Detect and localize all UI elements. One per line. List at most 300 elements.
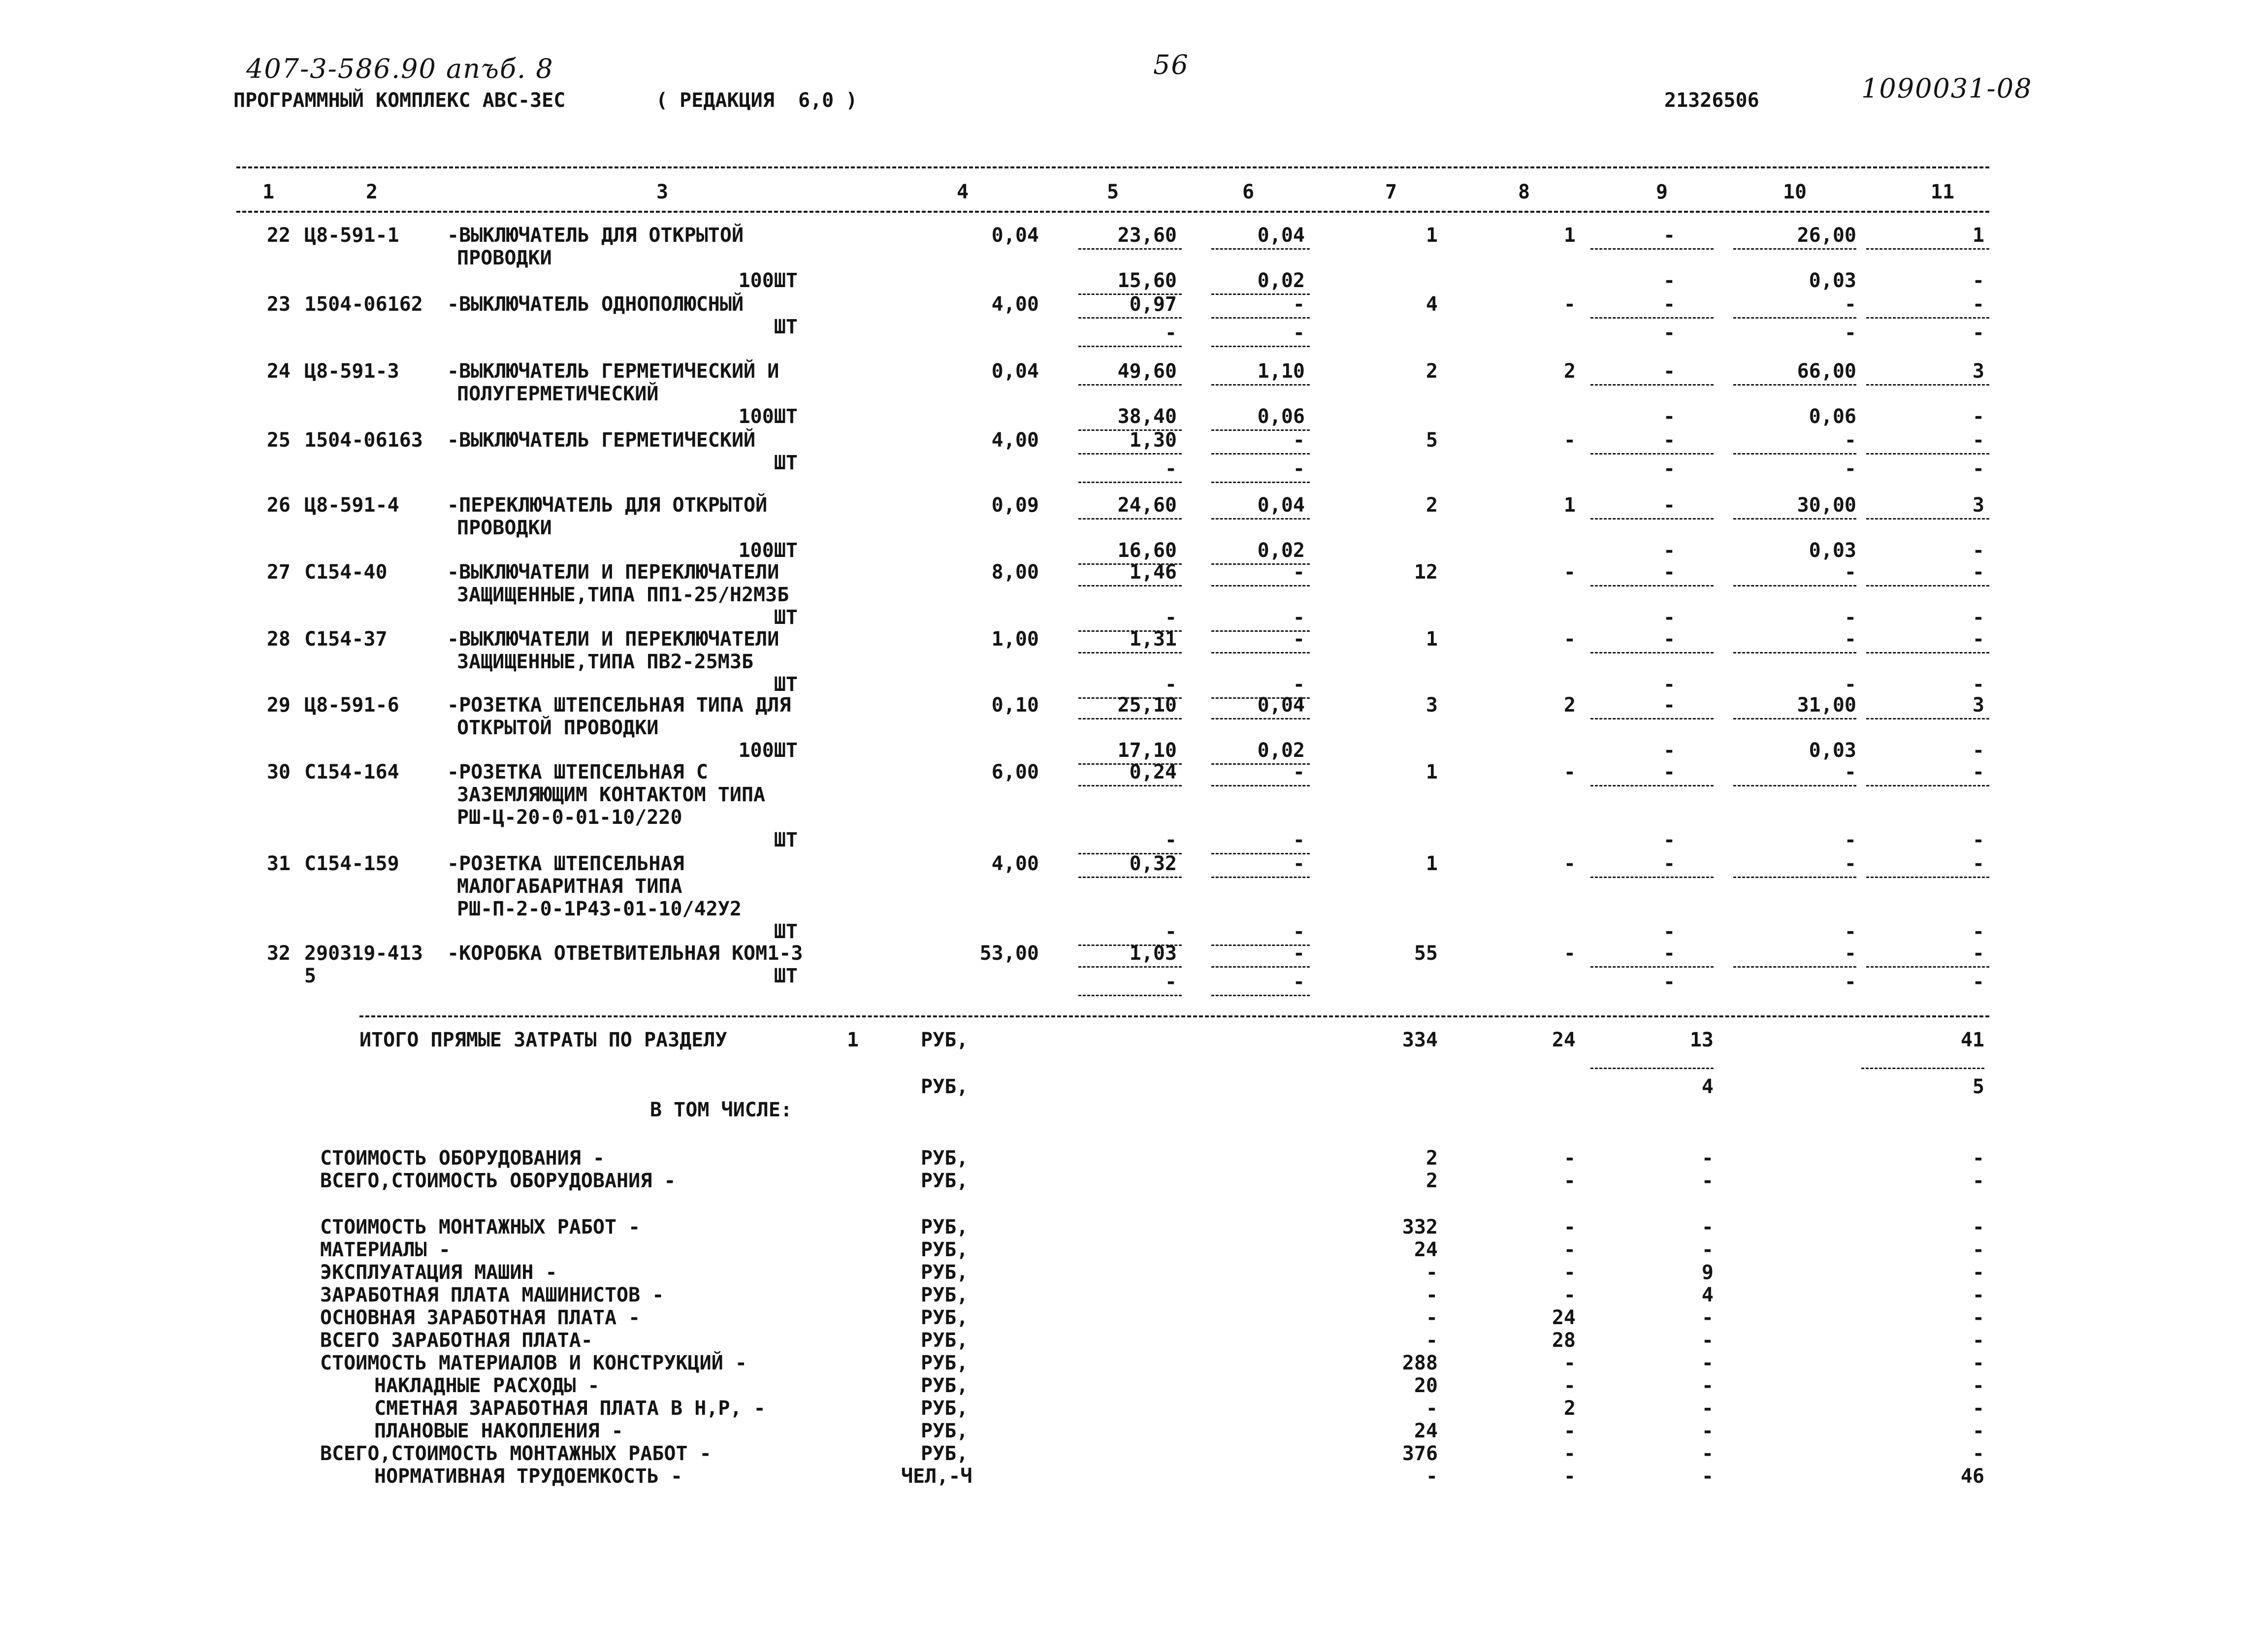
row-col6b: -: [1293, 606, 1305, 629]
summary-col11: -: [1972, 1170, 1984, 1192]
summary-label: ВСЕГО ЗАРАБОТНАЯ ПЛАТА-: [320, 1329, 593, 1352]
row-col10b: 0,03: [1809, 739, 1856, 762]
row-name-line2: ПОЛУГЕРМЕТИЧЕСКИЙ: [457, 383, 659, 405]
row-code: Ц8-591-6: [304, 694, 399, 717]
summary-label: НАКЛАДНЫЕ РАСХОДЫ -: [374, 1374, 600, 1397]
row-sub-rule-10: [1733, 384, 1856, 386]
summary-col7: 24: [1414, 1420, 1438, 1442]
row-col10b: 0,06: [1809, 405, 1856, 428]
row-col11b: -: [1972, 739, 1984, 762]
row-col11a: -: [1972, 852, 1984, 875]
row-col7: 1: [1426, 852, 1438, 875]
row-col10a: -: [1844, 761, 1856, 783]
summary-col9: -: [1701, 1442, 1714, 1465]
row-col5b: -: [1165, 322, 1177, 344]
row-col6a: -: [1293, 942, 1305, 965]
row-col5b: -: [1165, 457, 1177, 480]
row-col10b: -: [1844, 920, 1856, 943]
row-sub-rule-11: [1866, 453, 1989, 455]
row-sub-rule-9: [1590, 785, 1714, 786]
summary-col9: -: [1701, 1147, 1714, 1170]
summary-col8: -: [1563, 1465, 1576, 1488]
row-col10b: -: [1844, 829, 1856, 851]
summary-col9: -: [1701, 1216, 1714, 1238]
row-col4: 0,09: [991, 494, 1039, 517]
row-sub-rule-9: [1590, 518, 1714, 520]
row-name-line2: ЗАЩИЩЕННЫЕ,ТИПА ПВ2-25М3Б: [457, 651, 754, 673]
row-name-line3: РШ-Ц-20-0-01-10/220: [457, 806, 682, 829]
row-unit: ШТ: [774, 673, 798, 696]
row-col6a: -: [1293, 852, 1305, 875]
row-col6a: -: [1293, 293, 1305, 316]
summary-col7: 376: [1402, 1442, 1438, 1465]
row-col11a: -: [1972, 628, 1984, 651]
summary-unit: РУБ,: [921, 1238, 969, 1261]
row-name-line2: ПРОВОДКИ: [457, 517, 552, 539]
column-header-1: 1: [262, 181, 275, 203]
row-sub-rule-9: [1590, 453, 1714, 455]
summary-col9: 4: [1701, 1284, 1714, 1306]
row-col9a: -: [1663, 360, 1676, 383]
summary-col11: -: [1972, 1284, 1984, 1306]
row-col6a: -: [1293, 561, 1305, 584]
column-header-11: 11: [1930, 181, 1955, 203]
row-col7: 1: [1426, 628, 1438, 651]
row-name-line1: -ВЫКЛЮЧАТЕЛЬ ГЕРМЕТИЧЕСКИЙ: [447, 429, 756, 452]
summary-col7: 2: [1426, 1147, 1438, 1170]
row-unit: ШТ: [774, 606, 798, 629]
row-code: Ц8-591-3: [304, 360, 399, 383]
row-col8: -: [1563, 942, 1576, 965]
summary-unit: ЧЕЛ,-Ч: [901, 1465, 972, 1488]
row-unit: 100ШТ: [738, 539, 798, 562]
summary-col8: -: [1563, 1170, 1576, 1192]
totals-label: ИТОГО ПРЯМЫЕ ЗАТРАТЫ ПО РАЗДЕЛУ: [359, 1029, 727, 1051]
row-name-line1: -КОРОБКА ОТВЕТВИТЕЛЬНАЯ КОМ1-3: [447, 942, 803, 965]
row-col6a: -: [1293, 761, 1305, 783]
row-col11b: -: [1972, 405, 1984, 428]
row-unit: 100ШТ: [738, 739, 798, 762]
row-col10a: -: [1844, 561, 1856, 584]
row-col9a: -: [1663, 694, 1676, 717]
row-unit: 100ШТ: [738, 269, 798, 292]
row-col10b: 0,03: [1809, 539, 1856, 562]
row-sub-rule-6: [1211, 585, 1310, 586]
row-sub-rule-6: [1211, 652, 1310, 653]
summary-label: СТОИМОСТЬ ОБОРУДОВАНИЯ -: [320, 1147, 605, 1170]
summary-col8: -: [1563, 1352, 1576, 1374]
row-col5a: 24,60: [1117, 494, 1177, 517]
row-col6b: -: [1293, 673, 1305, 696]
totals-c9: 13: [1689, 1029, 1714, 1051]
summary-col8: -: [1563, 1261, 1576, 1284]
row-sub-rule-6: [1211, 718, 1310, 719]
row-col10b: 0,03: [1809, 269, 1856, 292]
summary-col9: -: [1701, 1306, 1714, 1329]
row-col5a: 25,10: [1117, 694, 1177, 717]
handwritten-code: 407-3-586.90 апъб. 8: [246, 53, 554, 84]
row-col8: 2: [1563, 360, 1576, 383]
summary-label: ОСНОВНАЯ ЗАРАБОТНАЯ ПЛАТА -: [320, 1306, 641, 1329]
row-name-line1: -ПЕРЕКЛЮЧАТЕЛЬ ДЛЯ ОТКРЫТОЙ: [447, 494, 768, 517]
row-col7: 1: [1426, 761, 1438, 783]
row-sub-rule-6: [1211, 453, 1310, 455]
row-col8: 1: [1563, 494, 1576, 517]
row-col5a: 1,46: [1129, 561, 1177, 584]
row-code: С154-164: [304, 761, 399, 783]
row-name-line1: -ВЫКЛЮЧАТЕЛИ И ПЕРЕКЛЮЧАТЕЛИ: [447, 628, 779, 651]
summary-unit: РУБ,: [921, 1397, 969, 1420]
row-col8: -: [1563, 429, 1576, 452]
row-col6a: 0,04: [1257, 694, 1305, 717]
summary-unit: РУБ,: [921, 1306, 969, 1329]
column-header-4: 4: [956, 181, 969, 203]
row-col9a: -: [1663, 429, 1676, 452]
row-col7: 2: [1426, 360, 1438, 383]
row-col9b: -: [1663, 322, 1676, 344]
row-col10b: -: [1844, 971, 1856, 993]
row-name-line1: -РОЗЕТКА ШТЕПСЕЛЬНАЯ: [447, 852, 684, 875]
row-sub-rule-10: [1733, 718, 1856, 719]
row-col11b: -: [1972, 673, 1984, 696]
row-col11a: 3: [1972, 360, 1984, 383]
summary-col8: 28: [1552, 1329, 1576, 1352]
row-col9a: -: [1663, 561, 1676, 584]
row-col8: -: [1563, 293, 1576, 316]
row-number: 31: [266, 852, 291, 875]
row-name-line3: РШ-П-2-0-1Р43-01-10/42У2: [457, 898, 742, 920]
row-sub-rule-11: [1866, 877, 1989, 878]
summary-col9: -: [1701, 1397, 1714, 1420]
row-sub-rule-6: [1211, 966, 1310, 968]
row-col11a: 3: [1972, 494, 1984, 517]
row-sub-rule-11: [1866, 585, 1989, 586]
row-col4: 4,00: [991, 293, 1039, 316]
row-number: 28: [266, 628, 291, 651]
row-code: 1504-06163: [304, 429, 423, 452]
row-sub-rule-5: [1078, 518, 1182, 520]
summary-unit: РУБ,: [921, 1442, 969, 1465]
row-col10a: 66,00: [1797, 360, 1856, 383]
summary-label: СМЕТНАЯ ЗАРАБОТНАЯ ПЛАТА В Н,Р, -: [374, 1397, 766, 1420]
row-number: 25: [266, 429, 291, 452]
summary-col7: 288: [1402, 1352, 1438, 1374]
row-col5b: 15,60: [1117, 269, 1177, 292]
program-title: ПРОГРАММНЫЙ КОМПЛЕКС АВС-3ЕС: [233, 89, 566, 112]
row-unit: ШТ: [774, 920, 798, 943]
row-col9a: -: [1663, 942, 1676, 965]
row-sub-rule-9: [1590, 317, 1714, 319]
summary-unit: РУБ,: [921, 1329, 969, 1352]
row-number: 32: [266, 942, 291, 965]
row-sub-rule-10: [1733, 518, 1856, 520]
row-sub-rule-10: [1733, 652, 1856, 653]
row-col4: 0,04: [991, 360, 1039, 383]
row-col9b: -: [1663, 405, 1676, 428]
summary-col7: 2: [1426, 1170, 1438, 1192]
edition-label: ( РЕДАКЦИЯ 6,0 ): [656, 89, 858, 112]
totals-sub-rule-11: [1861, 1068, 1984, 1069]
summary-label: ВСЕГО,СТОИМОСТЬ ОБОРУДОВАНИЯ -: [320, 1170, 676, 1192]
row-col9a: -: [1663, 293, 1676, 316]
summary-col9: 9: [1701, 1261, 1714, 1284]
summary-col9: -: [1701, 1238, 1714, 1261]
row-col8: 1: [1563, 224, 1576, 247]
column-header-rule: [236, 211, 1989, 213]
row-sub-rule-6: [1211, 248, 1310, 250]
row-col5b: -: [1165, 606, 1177, 629]
row-col8: -: [1563, 561, 1576, 584]
row-col9b: -: [1663, 269, 1676, 292]
column-header-10: 10: [1782, 181, 1807, 203]
row-sub-rule-10: [1733, 877, 1856, 878]
summary-col8: 24: [1552, 1306, 1576, 1329]
row-sub-rule-5b: [1078, 482, 1182, 483]
incl-label: В ТОМ ЧИСЛЕ:: [650, 1099, 792, 1121]
row-sub-rule-6: [1211, 317, 1310, 319]
summary-col8: -: [1563, 1238, 1576, 1261]
row-name-line1: -ВЫКЛЮЧАТЕЛЬ ДЛЯ ОТКРЫТОЙ: [447, 224, 744, 247]
row-sub-rule-6b: [1211, 482, 1310, 483]
row-sub-rule-11: [1866, 317, 1989, 319]
row-col10a: -: [1844, 293, 1856, 316]
totals-rule: [359, 1015, 1989, 1017]
row-code: С154-40: [304, 561, 388, 584]
summary-unit: РУБ,: [921, 1216, 969, 1238]
row-col4: 4,00: [991, 429, 1039, 452]
summary-unit: РУБ,: [921, 1352, 969, 1374]
row-col6b: -: [1293, 971, 1305, 993]
column-header-2: 2: [365, 181, 378, 203]
summary-label: ВСЕГО,СТОИМОСТЬ МОНТАЖНЫХ РАБОТ -: [320, 1442, 712, 1465]
summary-col11: -: [1972, 1306, 1984, 1329]
row-sub-rule-10: [1733, 785, 1856, 786]
summary-col8: 2: [1563, 1397, 1576, 1420]
row-col11b: -: [1972, 539, 1984, 562]
row-unit: ШТ: [774, 965, 798, 987]
summary-col7: -: [1426, 1306, 1438, 1329]
row-sub-rule-5b: [1078, 346, 1182, 347]
row-col10b: -: [1844, 457, 1856, 480]
row-col6a: 1,10: [1257, 360, 1305, 383]
row-col11a: -: [1972, 561, 1984, 584]
row-col4: 53,00: [979, 942, 1039, 965]
row-col5b: -: [1165, 673, 1177, 696]
summary-label: ЗАРАБОТНАЯ ПЛАТА МАШИНИСТОВ -: [320, 1284, 664, 1306]
summary-col9: -: [1701, 1352, 1714, 1374]
row-sub-rule-5: [1078, 248, 1182, 250]
row-number: 24: [266, 360, 291, 383]
row-unit: 100ШТ: [738, 405, 798, 428]
row-number: 26: [266, 494, 291, 517]
column-header-5: 5: [1106, 181, 1119, 203]
summary-col9: -: [1701, 1465, 1714, 1488]
summary-unit: РУБ,: [921, 1374, 969, 1397]
row-code: С154-159: [304, 852, 399, 875]
row-col11b: -: [1972, 971, 1984, 993]
totals-c11: 41: [1960, 1029, 1984, 1051]
row-sub-rule-5b: [1078, 995, 1182, 996]
row-sub-rule-9: [1590, 966, 1714, 968]
row-col11b: -: [1972, 457, 1984, 480]
row-sub-rule-6b: [1211, 995, 1310, 996]
totals-c11b: 5: [1972, 1075, 1984, 1098]
row-col9b: -: [1663, 829, 1676, 851]
row-col4: 1,00: [991, 628, 1039, 651]
row-col5b: 16,60: [1117, 539, 1177, 562]
row-col9b: -: [1663, 920, 1676, 943]
handwritten-ref: 1090031-08: [1861, 73, 2033, 104]
row-col10b: -: [1844, 606, 1856, 629]
row-sub-rule-9: [1590, 652, 1714, 653]
row-col5b: -: [1165, 829, 1177, 851]
table-top-rule: [236, 166, 1989, 168]
row-col5a: 23,60: [1117, 224, 1177, 247]
summary-col8: -: [1563, 1374, 1576, 1397]
row-unit: ШТ: [774, 829, 798, 851]
summary-label: МАТЕРИАЛЫ -: [320, 1238, 451, 1261]
row-sub-rule-5: [1078, 652, 1182, 653]
row-sub-rule-6: [1211, 518, 1310, 520]
row-sub-rule-6: [1211, 384, 1310, 386]
row-col9b: -: [1663, 539, 1676, 562]
row-col11b: -: [1972, 269, 1984, 292]
row-col11a: -: [1972, 942, 1984, 965]
row-col6a: 0,04: [1257, 494, 1305, 517]
row-unit: ШТ: [774, 316, 798, 338]
row-col6b: -: [1293, 322, 1305, 344]
column-header-8: 8: [1518, 181, 1530, 203]
row-col9b: -: [1663, 457, 1676, 480]
row-col8: 2: [1563, 694, 1576, 717]
row-col7: 1: [1426, 224, 1438, 247]
row-col9a: -: [1663, 628, 1676, 651]
row-code: Ц8-591-1: [304, 224, 399, 247]
row-sub-rule-11: [1866, 718, 1989, 719]
row-sub-rule-11: [1866, 384, 1989, 386]
row-sub-rule-10: [1733, 453, 1856, 455]
summary-label: ЭКСПЛУАТАЦИЯ МАШИН -: [320, 1261, 557, 1284]
row-sub-rule-6b: [1211, 346, 1310, 347]
row-name-line2: ЗАЗЕМЛЯЮЩИМ КОНТАКТОМ ТИПА: [457, 783, 766, 806]
row-sub-rule-5: [1078, 585, 1182, 586]
doc-id: 21326506: [1664, 89, 1759, 112]
summary-unit: РУБ,: [921, 1147, 969, 1170]
row-col4: 0,04: [991, 224, 1039, 247]
row-sub-rule-5: [1078, 317, 1182, 319]
summary-col9: -: [1701, 1329, 1714, 1352]
summary-col11: -: [1972, 1261, 1984, 1284]
row-sub-rule-11: [1866, 248, 1989, 250]
row-sub-rule-10: [1733, 248, 1856, 250]
row-col10a: -: [1844, 852, 1856, 875]
row-col6b: -: [1293, 829, 1305, 851]
row-col6b: 0,02: [1257, 739, 1305, 762]
summary-col11: -: [1972, 1329, 1984, 1352]
summary-col11: -: [1972, 1216, 1984, 1238]
summary-col8: -: [1563, 1442, 1576, 1465]
row-col9a: -: [1663, 494, 1676, 517]
summary-col7: -: [1426, 1261, 1438, 1284]
row-col9b: -: [1663, 739, 1676, 762]
row-col8: -: [1563, 628, 1576, 651]
summary-unit: РУБ,: [921, 1284, 969, 1306]
column-header-9: 9: [1655, 181, 1668, 203]
row-name-line1: -РОЗЕТКА ШТЕПСЕЛЬНАЯ ТИПА ДЛЯ: [447, 694, 791, 717]
row-col8: -: [1563, 761, 1576, 783]
row-name-line2: ОТКРЫТОЙ ПРОВОДКИ: [457, 717, 659, 739]
row-number: 22: [266, 224, 291, 247]
row-col7: 3: [1426, 694, 1438, 717]
row-code-cont: 5: [304, 965, 317, 987]
row-name-line2: МАЛОГАБАРИТНАЯ ТИПА: [457, 875, 682, 898]
row-sub-rule-11: [1866, 966, 1989, 968]
row-sub-rule-5: [1078, 785, 1182, 786]
row-sub-rule-5: [1078, 718, 1182, 719]
summary-col11: -: [1972, 1397, 1984, 1420]
row-col4: 6,00: [991, 761, 1039, 783]
summary-col8: -: [1563, 1147, 1576, 1170]
row-name-line2: ПРОВОДКИ: [457, 247, 552, 269]
row-sub-rule-10: [1733, 585, 1856, 586]
row-col10a: 31,00: [1797, 694, 1856, 717]
row-col10a: 30,00: [1797, 494, 1856, 517]
row-col11a: 3: [1972, 694, 1984, 717]
row-col4: 0,10: [991, 694, 1039, 717]
summary-col11: -: [1972, 1442, 1984, 1465]
row-sub-rule-9: [1590, 248, 1714, 250]
row-sub-rule-10: [1733, 966, 1856, 968]
row-col6b: -: [1293, 457, 1305, 480]
row-col9a: -: [1663, 761, 1676, 783]
summary-col8: -: [1563, 1284, 1576, 1306]
totals-c9b: 4: [1701, 1075, 1714, 1098]
row-col5a: 1,30: [1129, 429, 1177, 452]
row-col6a: -: [1293, 628, 1305, 651]
summary-col11: -: [1972, 1352, 1984, 1374]
row-col4: 4,00: [991, 852, 1039, 875]
row-col9b: -: [1663, 606, 1676, 629]
row-col9b: -: [1663, 971, 1676, 993]
row-col6b: 0,02: [1257, 539, 1305, 562]
row-col10b: -: [1844, 673, 1856, 696]
row-sub-rule-11: [1866, 518, 1989, 520]
summary-col9: -: [1701, 1420, 1714, 1442]
row-name-line1: -ВЫКЛЮЧАТЕЛЬ ОДНОПОЛЮСНЫЙ: [447, 293, 744, 316]
summary-col7: -: [1426, 1284, 1438, 1306]
row-col9a: -: [1663, 852, 1676, 875]
summary-col11: -: [1972, 1420, 1984, 1442]
row-col10a: -: [1844, 628, 1856, 651]
row-sub-rule-5: [1078, 384, 1182, 386]
row-col10a: 26,00: [1797, 224, 1856, 247]
column-header-6: 6: [1242, 181, 1255, 203]
row-col9b: -: [1663, 673, 1676, 696]
row-col5b: -: [1165, 971, 1177, 993]
row-code: 1504-06162: [304, 293, 423, 316]
row-sub-rule-11: [1866, 785, 1989, 786]
summary-label: СТОИМОСТЬ МОНТАЖНЫХ РАБОТ -: [320, 1216, 641, 1238]
row-col10a: -: [1844, 429, 1856, 452]
summary-unit: РУБ,: [921, 1420, 969, 1442]
row-col5a: 1,31: [1129, 628, 1177, 651]
row-col8: -: [1563, 852, 1576, 875]
summary-label: СТОИМОСТЬ МАТЕРИАЛОВ И КОНСТРУКЦИЙ -: [320, 1352, 747, 1374]
row-col11a: -: [1972, 293, 1984, 316]
row-col5b: 17,10: [1117, 739, 1177, 762]
row-number: 30: [266, 761, 291, 783]
summary-col7: 332: [1402, 1216, 1438, 1238]
